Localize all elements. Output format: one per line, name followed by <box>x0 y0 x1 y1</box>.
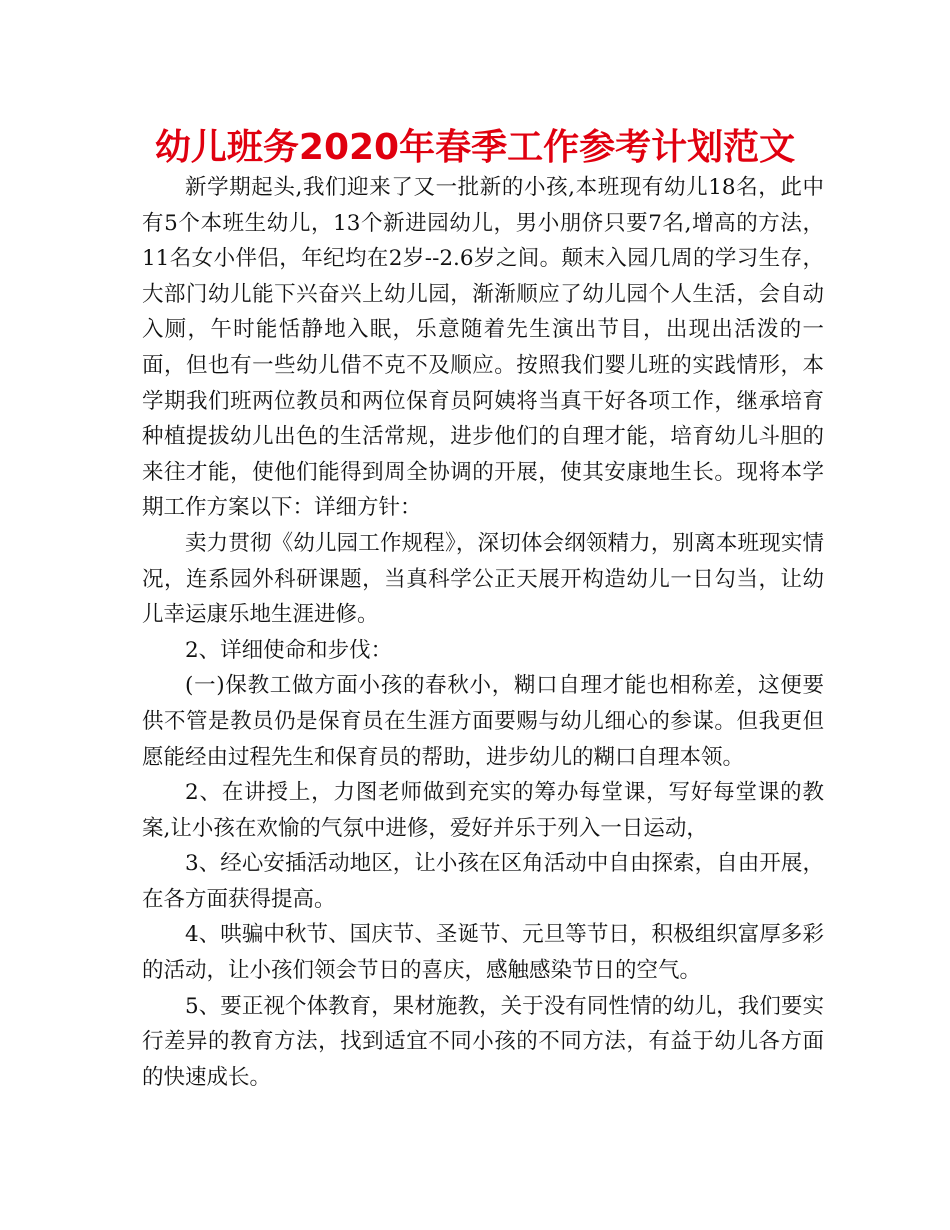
paragraph-activity-areas: 3、经心安插活动地区，让小孩在区角活动中自由探索，自由开展，在各方面获得提高。 <box>142 851 824 912</box>
document-title: 幼儿班务2020年春季工作参考计划范文 <box>154 127 796 168</box>
paragraph-festivals: 4、哄骗中秋节、国庆节、圣诞节、元旦等节日，积极组织富厚多彩的活动，让小孩们领会节日的喜庆，感触感染节日的空气。 <box>142 922 824 984</box>
paragraph-tasks-heading: 2、详细使命和步伐： <box>185 637 393 663</box>
paragraph-teaching: 2、在讲授上，力图老师做到充实的筹办每堂课，写好每堂课的教案,让小孩在欢愉的气氛中进修，爱好并乐于列入一日运动， <box>142 780 824 841</box>
document-body <box>142 170 824 1095</box>
paragraph-individual-education: 5、要正视个体教育，果材施教，关于没有同性情的幼儿，我们要实行差异的教育方法，找到适宜不同小孩的不同方法，有益于幼儿各方面的快速成长。 <box>142 993 824 1090</box>
paragraph-intro: 新学期起头,我们迎来了又一批新的小孩,本班现有幼儿18名，此中有5个本班生幼儿，13个新进园幼儿，男小朋侪只要7名,增高的方法，11名女小伴侣，年纪均在2岁--2.6岁之间。颠末入园几周的学习生存，大部门幼儿能下兴奋兴上幼儿园，渐渐顺应了幼儿园个人生活，会自动入厕，午时能恬静地入眠，乐意随着先生演出节目，出现出活泼的一面，但也有一些幼儿借不克不及顺应。按照我们婴儿班的实践情形，本学期我们班两位教员和两位保育员阿姨将当真干好各项工作，继承培育种植提拔幼儿出色的生活常规，进步他们的自理才能，培育幼儿斗胆的来往才能，使他们能得到周全协调的开展，使其安康地生长。现将本学期工作方案以下：详细方针： <box>142 175 824 521</box>
paragraph-guideline: 卖力贯彻《幼儿园工作规程》，深切体会纲领精力，别离本班现实情况，连系园外科研课题，当真科学公正天展开构造幼儿一日勾当，让幼儿幸运康乐地生涯进修。 <box>142 530 824 628</box>
paragraph-care-work: (一)保教工做方面小孩的春秋小，糊口自理才能也相称差，这便要供不管是教员仍是保育员在生涯方面要赐与幼儿细心的参谋。但我更但愿能经由过程先生和保育员的帮助，进步幼儿的糊口自理本领。 <box>142 673 824 770</box>
